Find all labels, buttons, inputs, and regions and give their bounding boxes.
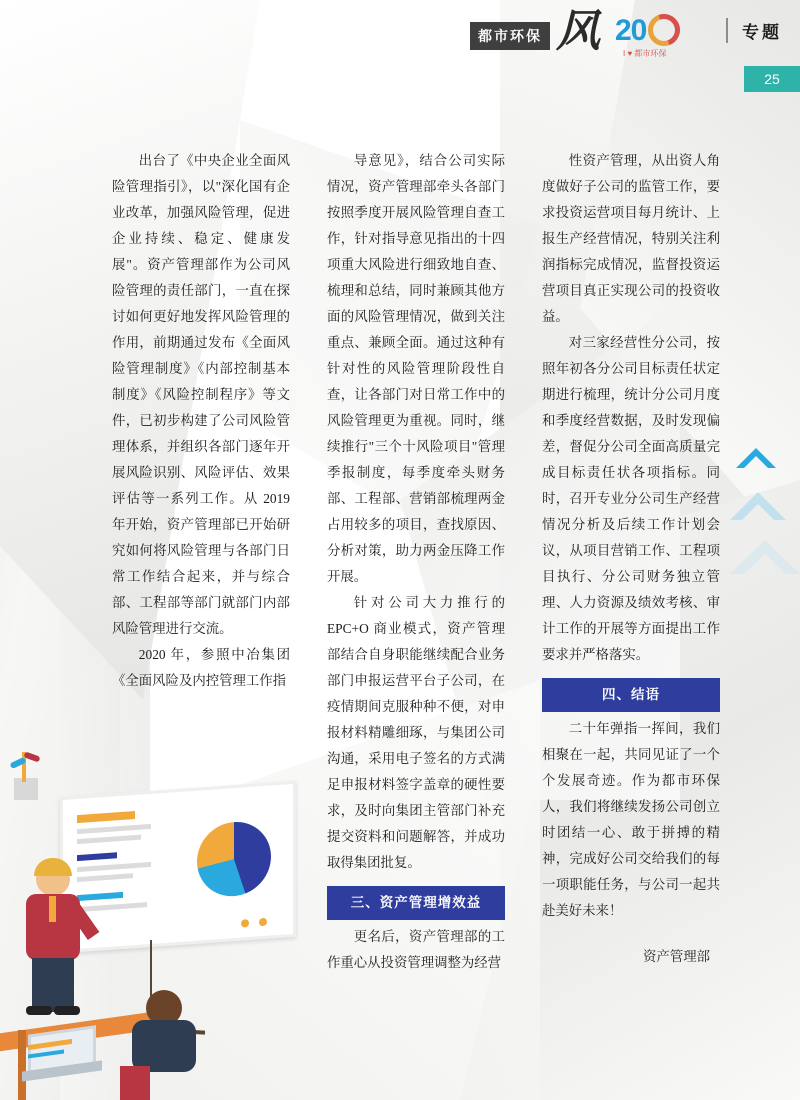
presenter-figure xyxy=(18,862,88,1012)
anniversary-logo xyxy=(615,14,695,62)
section-title: 专题 xyxy=(726,18,782,43)
pie-chart xyxy=(197,819,271,898)
paragraph: 性资产管理，从出资人角度做好子公司的监管工作，要求投资运营项目每月统计、上报生产经营情况，特别关注利润指标完成情况，监督投资运营项目真正实现公司的投资收益。 xyxy=(542,153,720,324)
page-number-badge: 25 xyxy=(744,66,800,92)
page-header xyxy=(0,0,800,110)
anniversary-ring-icon xyxy=(648,14,680,46)
anniversary-number: 20 xyxy=(615,14,647,47)
text-column-3 xyxy=(542,148,720,970)
subsection-heading-four: 四、结语 xyxy=(542,678,720,712)
magazine-brand-name: 都市环保 xyxy=(470,22,550,50)
laptop xyxy=(22,1030,108,1080)
desk-plant xyxy=(2,730,48,800)
text-column-2 xyxy=(327,148,505,976)
subsection-heading-three: 三、资产管理增效益 xyxy=(327,886,505,920)
brand-calligraphy-mark: 风 xyxy=(556,7,600,56)
article-signature: 资产管理部 xyxy=(643,949,710,964)
paragraph: 导意见》，结合公司实际情况，资产管理部牵头各部门按照季度开展风险管理自查工作，针对指导意见指出的十四项重大风险进行细致地自查、梳理和总结，同时兼顾其他方面的风险管理情况，做到关注重点、兼顾全面。通过这种有针对性的风险管理阶段性自查，让各部门对日常工作中的风险管理更为重视。同时，继续推行"三个十风险项目"管理季报制度，每季度牵头财务部、工程部、营销部梳理两金占用较多的项目，查找原因、分析对策，助力两金压降工作开展。 xyxy=(327,153,505,584)
paragraph: 针对公司大力推行的 EPC+O 商业模式，资产管理部结合自身职能继续配合业务部门申报运营平台子公司，在疫情期间克服种种不便，对申报材料精雕细琢，与集团公司沟通，采用电子签名的方式满足申报材料签字盖章的硬性要求，及时向集团主管部门补充提交资料和问题解答，并成功取得集团批复。 xyxy=(327,595,505,870)
anniversary-subtitle: I ♥ 都市环保 xyxy=(623,49,667,58)
presentation-illustration xyxy=(0,680,340,1100)
text-column-1 xyxy=(112,148,290,694)
paragraph: 2020 年，参照中冶集团《全面风险及内控管理工作指 xyxy=(112,647,290,688)
paragraph: 出台了《中央企业全面风险管理指引》，以"深化国有企业改革，加强风险管理，促进企业持续、稳定、健康发展"。资产管理部作为公司风险管理的责任部门，一直在探讨如何更好地发挥风险管理的作用，前期通过发布《全面风险管理制度》《内部控制基本制度》《风险控制程序》等文件，已初步构建了公司风险管理体系，并组织各部门逐年开展风险识别、风险评估、效果评估等一系列工作。从 2019 年开始，资产管理部已开始研究如何将风险管理与各部门日常工作结合起来，并与综合部、工程部等部门就部门内部风险管理进行交流。 xyxy=(112,153,290,636)
paragraph: 对三家经营性分公司，按照年初各分公司目标责任状定期进行梳理，统计分公司月度和季度经营数据，及时发现偏差，督促分公司全面高质量完成目标责任状各项指标。同时，召开专业分公司生产经营情况分析及后续工作计划会议，从项目营销工作、工程项目执行、分公司财务独立管理、人力资源及绩效考核、审计工作的开展等方面提出工作要求并严格落实。 xyxy=(542,335,720,662)
paragraph: 二十年弹指一挥间，我们相聚在一起，共同见证了一个个发展奇迹。作为都市环保人，我们将继续发扬公司创立时团结一心、敢于拼搏的精神，完成好公司交给我们的每一项职能任务，与公司一起共赴美好未来！ xyxy=(542,721,720,918)
paragraph: 更名后，资产管理部的工作重心从投资管理调整为经营 xyxy=(327,929,505,970)
seated-person-figure xyxy=(120,990,210,1100)
